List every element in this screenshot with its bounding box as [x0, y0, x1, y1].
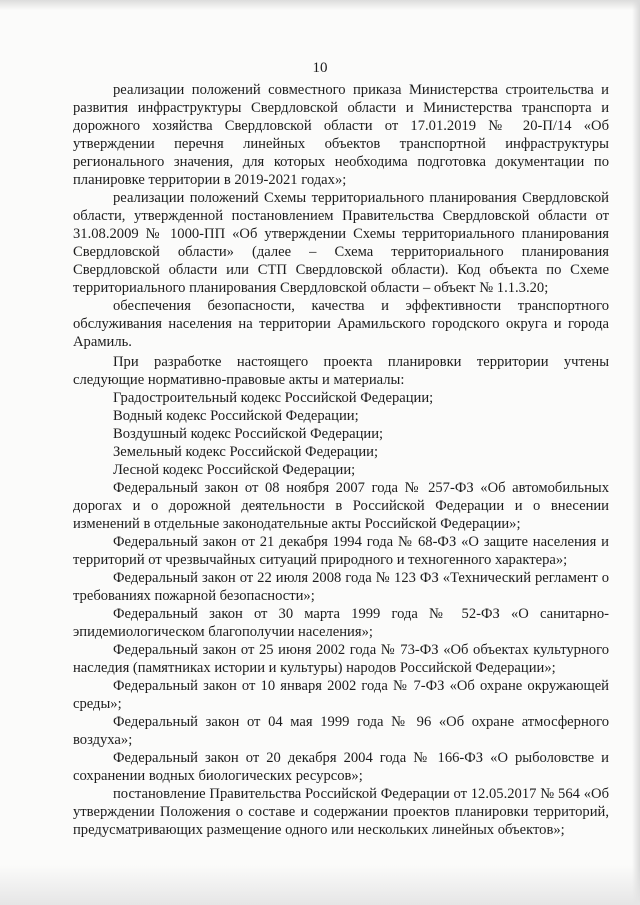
list-item-law-96: Федеральный закон от 04 мая 1999 года № 96 «Об охране атмосферного воздуха»;: [73, 714, 609, 748]
list-item-law-166: Федеральный закон от 20 декабря 2004 года № 166-ФЗ «О рыболовстве и сохранении водных биологических ресурсов»;: [73, 750, 609, 784]
list-item-resolution-564: постановление Правительства Российской Федерации от 12.05.2017 № 564 «Об утверждении Положения о составе и содержании проектов планировки территорий, предусматривающих размещение одного или нескольких линейных объектов»;: [73, 786, 609, 838]
scan-bottom-edge: [0, 865, 640, 905]
list-item-law-123: Федеральный закон от 22 июля 2008 года № 123 ФЗ «Технический регламент о требованиях пожарной безопасности»;: [73, 570, 609, 604]
paragraph-safety: обеспечения безопасности, качества и эффективности транспортного обслуживания населения на территории Арамильского городского округа и города Арамиль.: [73, 298, 609, 350]
list-item-law-73: Федеральный закон от 25 июня 2002 года № 73-ФЗ «Об объектах культурного наследия (памятниках истории и культуры) народов Российской Федерации»;: [73, 642, 609, 676]
list-item-air-code: Воздушный кодекс Российской Федерации;: [113, 426, 384, 442]
paragraph-intro-acts: При разработке настоящего проекта планировки территории учтены следующие нормативно-правовые акты и материалы:: [73, 354, 609, 388]
scan-top-edge: [0, 0, 640, 10]
page-number: 10: [312, 60, 328, 76]
list-item-water-code: Водный кодекс Российской Федерации;: [113, 408, 359, 424]
paragraph-order-implementation: реализации положений совместного приказа Министерства строительства и развития инфраструктуры Свердловской области и Министерства транспорта и дорожного хозяйства Свердловской области от 17.01.2019 № 20-П/14 «Об утверждении перечня линейных объектов транспортной инфраструктуры регионального значения, для которых необходима подготовка документации по планировке территории в 2019-2021 годах»;: [73, 82, 609, 188]
list-item-law-68: Федеральный закон от 21 декабря 1994 года № 68-ФЗ «О защите населения и территорий от чрезвычайных ситуаций природного и техногенного характера»;: [73, 534, 609, 568]
list-item-forest-code: Лесной кодекс Российской Федерации;: [113, 462, 356, 478]
list-item-law-7: Федеральный закон от 10 января 2002 года № 7-ФЗ «Об охране окружающей среды»;: [73, 678, 609, 712]
list-item-land-code: Земельный кодекс Российской Федерации;: [113, 444, 379, 460]
list-item-urban-code: Градостроительный кодекс Российской Федерации;: [113, 390, 434, 406]
list-item-law-52: Федеральный закон от 30 марта 1999 года № 52-ФЗ «О санитарно-эпидемиологическом благополучии населения»;: [73, 606, 609, 640]
document-body: [73, 81, 609, 839]
list-item-law-257: Федеральный закон от 08 ноября 2007 года № 257-ФЗ «Об автомобильных дорогах и о дорожной деятельности в Российской Федерации и о внесении изменений в отдельные законодательные акты Российской Федерации»;: [73, 480, 609, 532]
scan-right-edge: [632, 0, 640, 905]
paragraph-scheme-implementation: реализации положений Схемы территориального планирования Свердловской области, утвержденной постановлением Правительства Свердловской области от 31.08.2009 № 1000-ПП «Об утверждении Схемы территориального планирования Свердловской области» (далее – Схема территориального планирования Свердловской области или СТП Свердловской области). Код объекта по Схеме территориального планирования Свердловской области – объект № 1.1.3.20;: [73, 190, 609, 296]
